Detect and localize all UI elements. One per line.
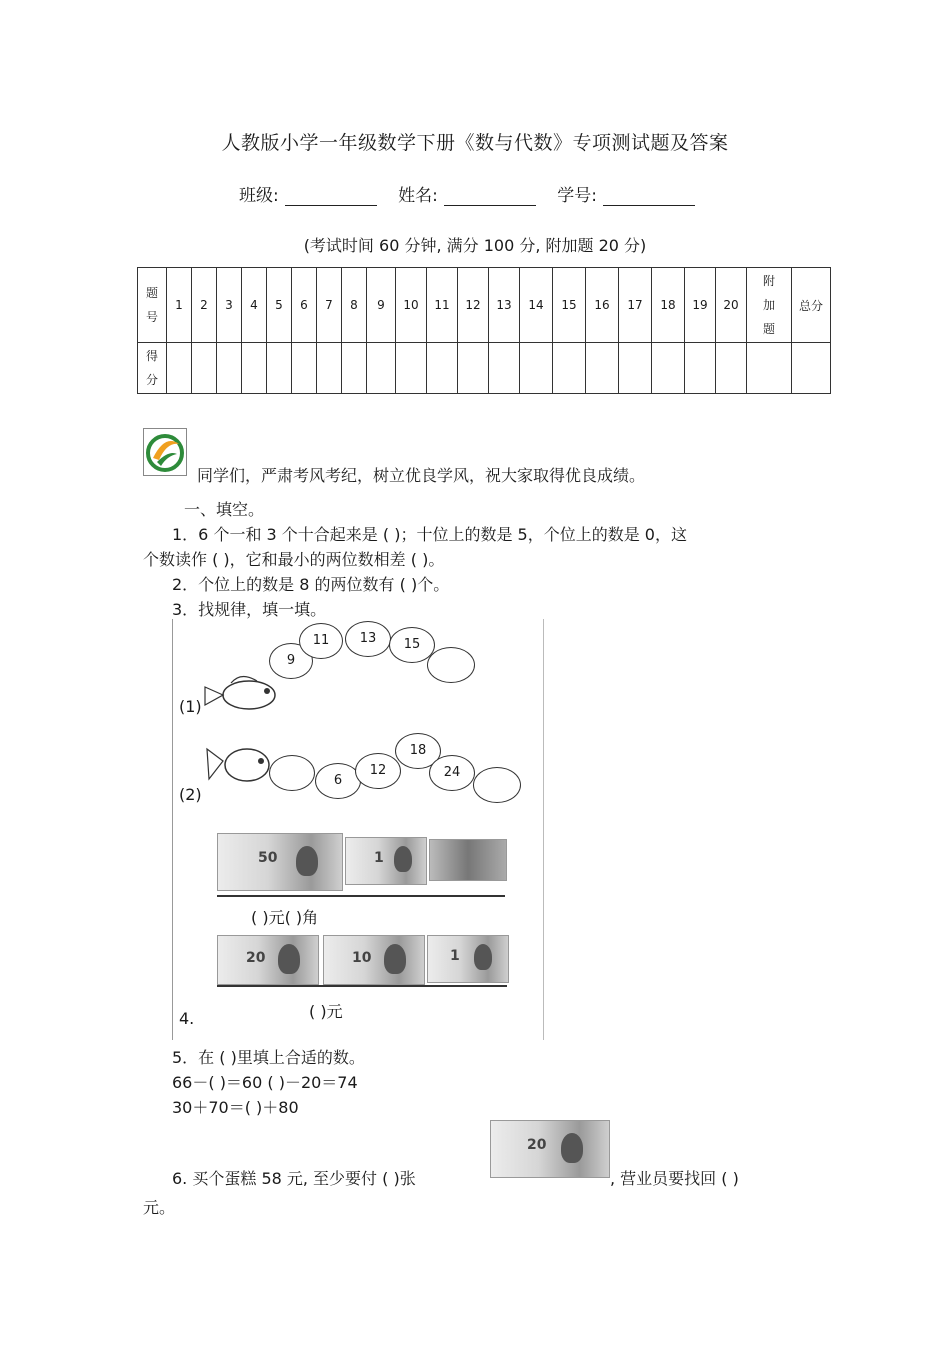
question-5-equation-a: 66－( )＝60 ( )－20＝74 (172, 1073, 358, 1092)
question-number-19: 19 (685, 268, 716, 343)
question-number-13: 13 (489, 268, 520, 343)
score-cell-17[interactable] (619, 343, 652, 394)
greeting: 同学们，严肃考风考纪，树立优良学风，祝大家取得优良成绩。 (197, 466, 646, 485)
sequence-1-oval-3: 13 (345, 621, 391, 657)
banknote-20: 20 (217, 935, 319, 985)
score-table (137, 267, 831, 394)
sequence-1-oval-5[interactable] (427, 647, 475, 683)
leaf-logo-icon (143, 428, 187, 476)
id-label: 学号: (557, 186, 597, 206)
question-6-part-2: , 营业员要找回 ( ) (610, 1169, 739, 1188)
sequence-1-oval-4: 15 (389, 627, 435, 663)
question-2: 2．个位上的数是 8 的两位数有 ( )个。 (172, 575, 450, 594)
score-cell-10[interactable] (396, 343, 427, 394)
question-6-line-2: 元。 (143, 1198, 176, 1217)
score-cell-2[interactable] (192, 343, 217, 394)
banknote-1: 1 (345, 837, 427, 885)
question-3: 3．找规律，填一填。 (172, 600, 327, 619)
name-label: 姓名: (398, 186, 438, 206)
score-value-row (138, 343, 831, 394)
score-label: 得 分 (138, 343, 167, 394)
question-6-banknote-20: 20 (490, 1120, 610, 1178)
score-cell-11[interactable] (427, 343, 458, 394)
question-6-part-1: 6. 买个蛋糕 58 元, 至少要付 ( )张 (172, 1169, 416, 1188)
score-cell-8[interactable] (342, 343, 367, 394)
question-number-15: 15 (553, 268, 586, 343)
class-label: 班级: (238, 186, 279, 206)
question-5-equation-b: 30＋70＝( )＋80 (172, 1098, 299, 1117)
score-cell-12[interactable] (458, 343, 489, 394)
question-number-16: 16 (586, 268, 619, 343)
score-cell-20[interactable] (716, 343, 747, 394)
question-number-20: 20 (716, 268, 747, 343)
sequence-2-oval-3: 12 (355, 753, 401, 789)
question-5: 5．在 ( )里填上合适的数。 (172, 1048, 365, 1067)
sequence-1-label: (1) (179, 697, 202, 716)
student-info (0, 181, 950, 206)
question-number-4: 4 (242, 268, 267, 343)
score-cell-3[interactable] (217, 343, 242, 394)
question-number-11: 11 (427, 268, 458, 343)
section-heading: 一、填空。 (184, 500, 265, 519)
score-cell-9[interactable] (367, 343, 396, 394)
question-4-label: 4. (179, 1009, 195, 1028)
question-1-line-1: 1．6 个一和 3 个十合起来是 ( )；十位上的数是 5，个位上的数是 0，这 (172, 525, 687, 544)
score-cell-16[interactable] (586, 343, 619, 394)
sequence-1-oval-2: 11 (299, 623, 343, 659)
sequence-2-oval-6[interactable] (473, 767, 521, 803)
exam-note: (考试时间 60 分钟, 满分 100 分, 附加题 20 分) (303, 236, 647, 255)
score-cell-14[interactable] (520, 343, 553, 394)
score-header-row (138, 268, 831, 343)
question-number-6: 6 (292, 268, 317, 343)
question-number-12: 12 (458, 268, 489, 343)
question-number-14: 14 (520, 268, 553, 343)
question-number-7: 7 (317, 268, 342, 343)
total-score-cell[interactable] (792, 343, 831, 394)
total-score-label: 总分 (792, 268, 831, 343)
score-cell-19[interactable] (685, 343, 716, 394)
id-blank[interactable] (603, 187, 695, 206)
sequence-1-oval-1: 9 (269, 643, 313, 679)
pattern-figure (172, 619, 544, 1040)
banknote-50: 50 (217, 833, 343, 891)
goldfish-icon-2 (203, 739, 273, 789)
sequence-2-oval-5: 24 (429, 755, 475, 791)
sequence-2-oval-4: 18 (395, 733, 441, 769)
score-cell-7[interactable] (317, 343, 342, 394)
sequence-2-label: (2) (179, 785, 202, 804)
question-number-8: 8 (342, 268, 367, 343)
money-answer-2[interactable]: ( )元 (309, 1002, 343, 1021)
score-cell-15[interactable] (553, 343, 586, 394)
score-cell-6[interactable] (292, 343, 317, 394)
score-cell-4[interactable] (242, 343, 267, 394)
score-cell-13[interactable] (489, 343, 520, 394)
question-number-17: 17 (619, 268, 652, 343)
score-cell-5[interactable] (267, 343, 292, 394)
sequence-2-oval-1[interactable] (269, 755, 315, 791)
extra-score-cell[interactable] (747, 343, 792, 394)
sequence-2-oval-2: 6 (315, 763, 361, 799)
question-1-line-2: 个数读作 ( )，它和最小的两位数相差 ( )。 (143, 550, 445, 569)
question-number-1: 1 (167, 268, 192, 343)
name-blank[interactable] (444, 187, 536, 206)
brace-2 (217, 985, 507, 997)
question-number-18: 18 (652, 268, 685, 343)
question-number-label: 题 号 (138, 268, 167, 343)
score-cell-18[interactable] (652, 343, 685, 394)
money-answer-1[interactable]: ( )元( )角 (251, 908, 319, 927)
question-number-3: 3 (217, 268, 242, 343)
score-cell-1[interactable] (167, 343, 192, 394)
question-number-2: 2 (192, 268, 217, 343)
page-title: 人教版小学一年级数学下册《数与代数》专项测试题及答案 (221, 132, 729, 154)
banknote-jiao (429, 839, 507, 881)
question-number-9: 9 (367, 268, 396, 343)
question-number-5: 5 (267, 268, 292, 343)
banknote-1-b: 1 (427, 935, 509, 983)
extra-question-label: 附 加 题 (747, 268, 792, 343)
class-blank[interactable] (285, 187, 377, 206)
question-number-10: 10 (396, 268, 427, 343)
goldfish-icon (201, 667, 281, 717)
banknote-10: 10 (323, 935, 425, 985)
